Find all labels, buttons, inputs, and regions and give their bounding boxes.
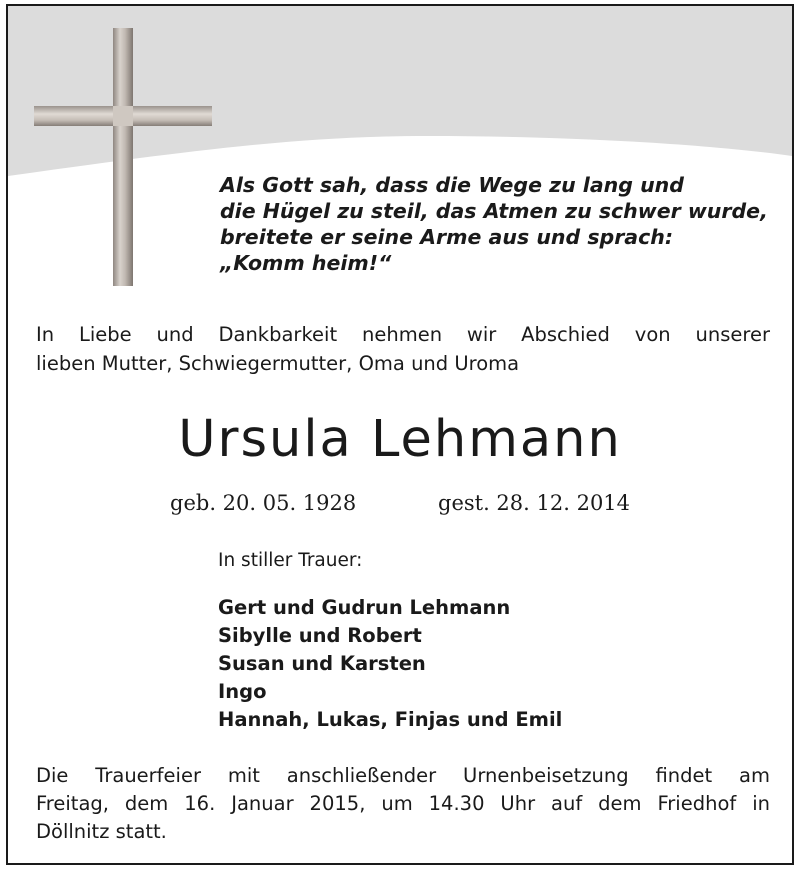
funeral-line: Döllnitz statt. — [36, 820, 167, 843]
obituary-notice — [6, 4, 794, 865]
cross-icon — [34, 28, 212, 286]
intro-line: lieben Mutter, Schwiegermutter, Oma und Uroma — [36, 352, 520, 375]
quote-line: breitete er seine Arme aus und sprach: — [220, 225, 674, 249]
quote-line: die Hügel zu steil, das Atmen zu schwer wurde, — [220, 199, 768, 223]
quote-line: „Komm heim!“ — [220, 251, 392, 275]
mourning-label: In stiller Trauer: — [218, 550, 363, 571]
birth-date: geb. 20. 05. 1928 — [170, 491, 357, 515]
mourner-entry: Hannah, Lukas, Finjas und Emil — [218, 708, 563, 731]
quote — [220, 172, 780, 276]
death-date: gest. 28. 12. 2014 — [438, 491, 631, 515]
quote-line: Als Gott sah, dass die Wege zu lang und — [220, 173, 684, 197]
funeral-line: Freitag, dem 16. Januar 2015, um 14.30 Uhr auf dem Friedhof in — [36, 792, 770, 815]
funeral-line: Die Trauerfeier mit anschließender Urnenbeisetzung findet am — [36, 764, 770, 787]
mourner-entry: Ingo — [218, 680, 267, 703]
mourner-entry: Gert und Gudrun Lehmann — [218, 596, 511, 619]
mourner-entry: Susan und Karsten — [218, 652, 426, 675]
mourners-list — [218, 594, 562, 734]
funeral-details — [36, 762, 770, 846]
deceased-name: Ursula Lehmann — [178, 410, 622, 469]
intro-text — [36, 320, 770, 378]
intro-line: In Liebe und Dankbarkeit nehmen wir Abschied von unserer — [36, 323, 770, 346]
mourner-entry: Sibylle und Robert — [218, 624, 422, 647]
